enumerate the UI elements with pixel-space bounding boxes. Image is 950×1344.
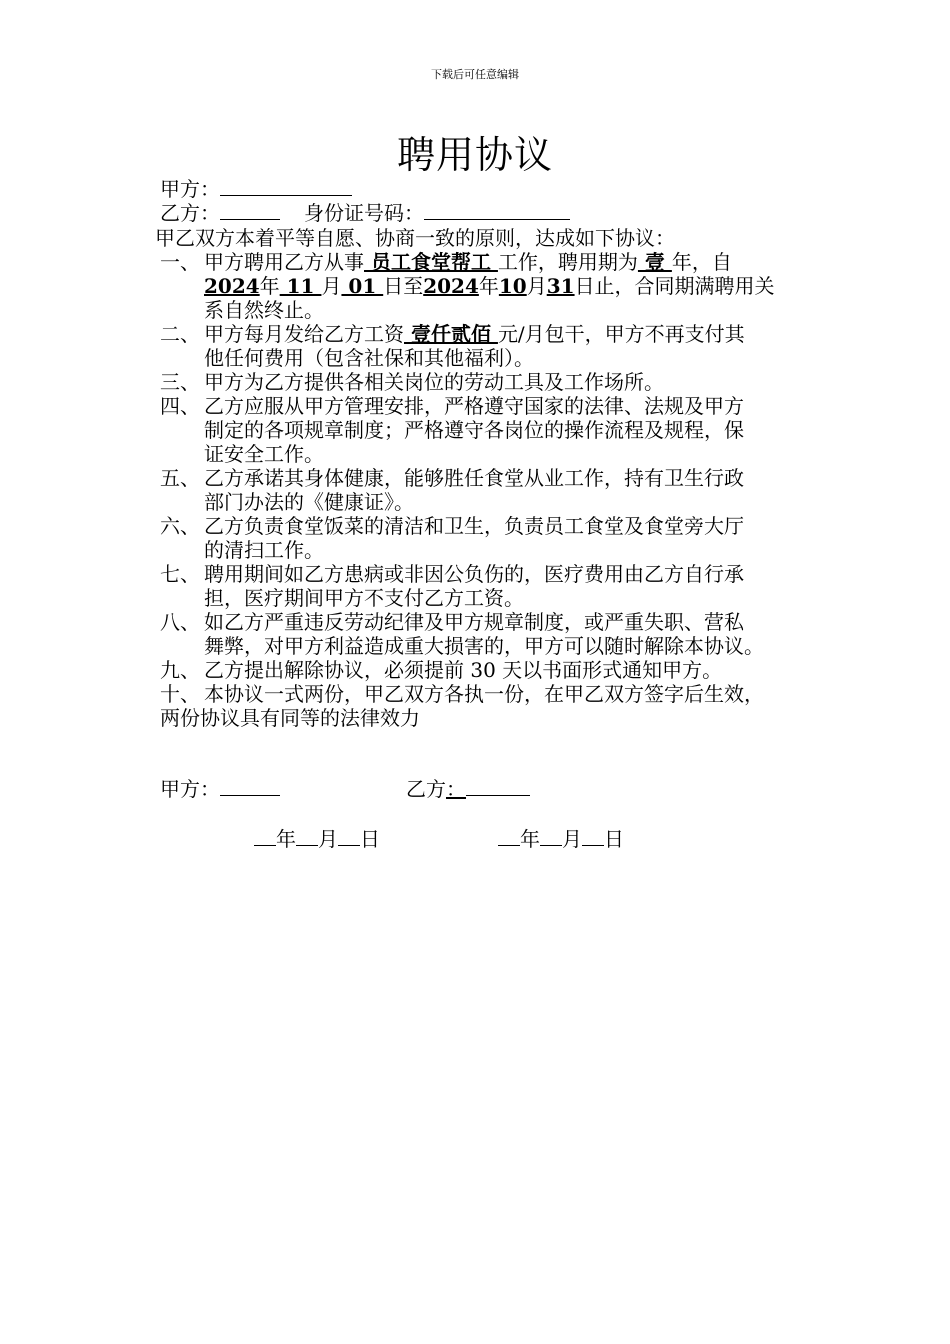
- clause-number: 八、: [160, 610, 200, 634]
- clause-number: 七、: [160, 562, 200, 586]
- month-blank[interactable]: [296, 826, 318, 846]
- party-a-signature-blank[interactable]: [220, 776, 280, 796]
- clause-number: 二、: [160, 322, 200, 346]
- clause-5: 五、 乙方承诺其身体健康，能够胜任食堂从业工作，持有卫生行政 部门办法的《健康证》。: [160, 466, 744, 514]
- id-label: 身份证号码：: [304, 201, 424, 225]
- party-b-blank[interactable]: [220, 200, 280, 220]
- clause-number: 四、: [160, 394, 200, 418]
- clause-number: 九、: [160, 658, 200, 682]
- term-years: 壹: [637, 250, 672, 274]
- day-blank[interactable]: [338, 826, 360, 846]
- clause-number: 三、: [160, 370, 200, 394]
- clause-8: 八、 如乙方严重违反劳动纪律及甲方规章制度，或严重失职、营私 舞弊，对甲方利益造成重大损害的，甲方可以随时解除本协议。: [160, 610, 764, 658]
- party-a-blank[interactable]: [220, 176, 352, 196]
- clause-number: 十、: [160, 682, 200, 706]
- year-blank[interactable]: [254, 826, 276, 846]
- clause-1: 一、 甲方聘用乙方从事 员工食堂帮工 工作，聘用期为 壹 年，自 2024年 11 月 01 日至2024年10月31日止，合同期满聘用关 系自然终止。: [160, 250, 775, 322]
- start-year: 2024: [204, 274, 260, 298]
- party-a-label: 甲方：: [160, 177, 220, 201]
- party-b-date: 年 月 日: [498, 823, 624, 852]
- clause-2: 二、 甲方每月发给乙方工资 壹仟贰佰 元/月包干，甲方不再支付其 他任何费用（包含社保和其他福利）。: [160, 322, 745, 370]
- clause-9: 九、 乙方提出解除协议，必须提前 30 天以书面形式通知甲方。: [160, 658, 723, 682]
- clause-7: 七、 聘用期间如乙方患病或非因公负伤的，医疗费用由乙方自行承 担，医疗期间甲方不支付乙方工资。: [160, 562, 744, 610]
- party-a-line: [160, 176, 840, 200]
- start-month: 11: [279, 274, 322, 298]
- end-year: 2024: [423, 274, 479, 298]
- start-day: 01: [341, 274, 384, 298]
- intro: [155, 226, 845, 250]
- clauses: [160, 250, 840, 730]
- clause-6: 六、 乙方负责食堂饭菜的清洁和卫生，负责员工食堂及食堂旁大厅 的清扫工作。: [160, 514, 744, 562]
- party-a-signature: 甲方：: [160, 773, 280, 802]
- day-blank[interactable]: [582, 826, 604, 846]
- clause-3: 三、 甲方为乙方提供各相关岗位的劳动工具及工作场所。: [160, 370, 664, 394]
- clause-number: 六、: [160, 514, 200, 538]
- id-number-blank[interactable]: [424, 200, 570, 220]
- intro-text: 甲乙双方本着平等自愿、协商一致的原则，达成如下协议：: [155, 226, 675, 250]
- year-blank[interactable]: [498, 826, 520, 846]
- monthly-wage: 壹仟贰佰: [404, 322, 498, 346]
- party-b-signature-blank[interactable]: [466, 776, 530, 796]
- job-title: 员工食堂帮工: [364, 250, 498, 274]
- end-day: 31: [546, 274, 575, 298]
- clause-4: 四、 乙方应服从甲方管理安排，严格遵守国家的法律、法规及甲方 制定的各项规章制度；严格遵守各岗位的操作流程及规程，保 证安全工作。: [160, 394, 744, 466]
- clause-number: 五、: [160, 466, 200, 490]
- clause-number: 一、: [160, 250, 200, 274]
- party-b-signature: 乙方：: [406, 773, 530, 802]
- party-info: [160, 176, 840, 224]
- header-note: 下载后可任意编辑: [431, 68, 519, 81]
- clause-10-continued: 两份协议具有同等的法律效力: [160, 706, 420, 730]
- party-a-date: 年 月 日: [254, 823, 380, 852]
- clause-10: 十、 本协议一式两份，甲乙双方各执一份，在甲乙双方签字后生效，: [160, 682, 764, 706]
- party-b-label: 乙方：: [160, 201, 220, 225]
- party-b-line: [160, 200, 840, 224]
- month-blank[interactable]: [540, 826, 562, 846]
- end-month: 10: [498, 274, 527, 298]
- page-title: 聘用协议: [396, 133, 553, 177]
